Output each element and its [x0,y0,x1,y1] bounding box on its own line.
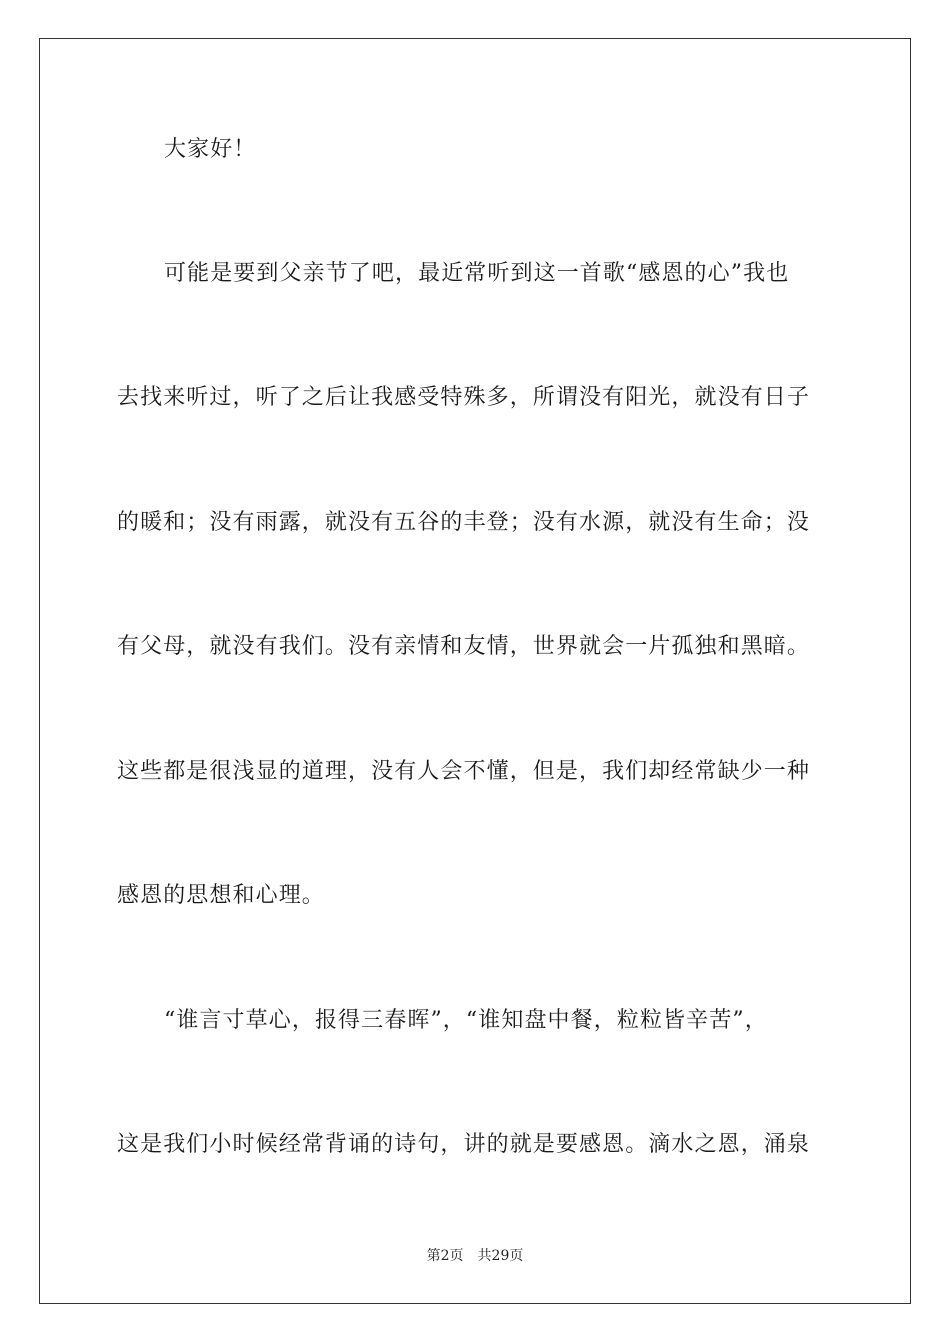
paragraph-line: 感恩的思想和心理。 [117,883,325,908]
greeting-line: 大家好！ [164,137,257,162]
page-number: 第2页 [426,1248,464,1264]
page-total: 共29页 [477,1248,524,1264]
paragraph-line: 去找来听过，听了之后让我感受特殊多，所谓没有阳光，就没有日子 [117,385,811,410]
page-border [39,38,911,1304]
paragraph-line: 可能是要到父亲节了吧，最近常听到这一首歌“感恩的心”我也 [164,261,790,286]
paragraph-line: 有父母，就没有我们。没有亲情和友情，世界就会一片孤独和黑暗。 [117,634,811,659]
paragraph-line: 这是我们小时候经常背诵的诗句，讲的就是要感恩。滴水之恩，涌泉 [117,1132,811,1157]
page-footer [0,1247,950,1265]
paragraph-line: 这些都是很浅显的道理，没有人会不懂，但是，我们却经常缺少一种 [117,759,811,784]
paragraph-line: 的暖和；没有雨露，就没有五谷的丰登；没有水源，就没有生命；没 [117,510,811,535]
paragraph-line: “谁言寸草心，报得三春晖”，“谁知盘中餐，粒粒皆辛苦”， [164,1008,768,1033]
